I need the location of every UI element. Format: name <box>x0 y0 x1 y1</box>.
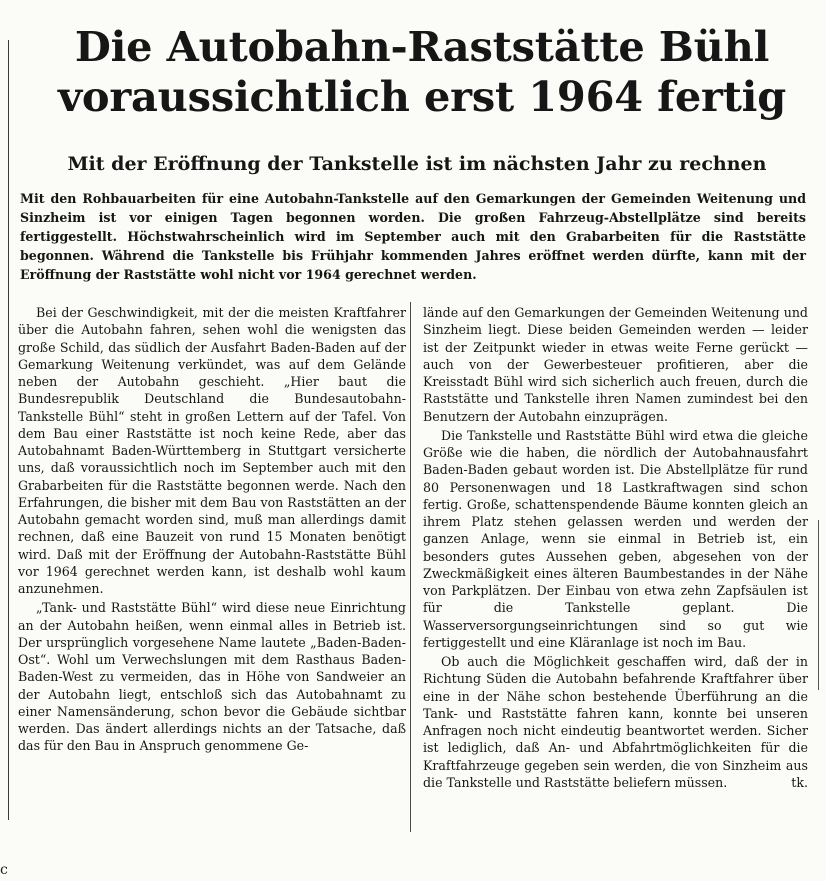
left-column <box>18 304 406 755</box>
column-rule <box>410 302 411 832</box>
body-paragraph: lände auf den Gemarkungen der Gemeinden Weitenung und Sinzheim liegt. Diese beiden Gemeinden werden — leider ist der Zeitpunkt wieder in etwas weite Ferne gerückt — auch von der Gewerbesteuer profitieren, aber die Kreisstadt Bühl wird sich sicherlich auch freuen, durch die Raststätte und Tankstelle ihren Namen zumindest bei den Benutzern der Autobahn einzuprägen. <box>423 305 808 424</box>
corner-mark: c <box>0 862 8 878</box>
lead-paragraph: Mit den Rohbauarbeiten für eine Autobahn-Tankstelle auf den Gemarkungen der Gemeinden Weitenung und Sinzheim ist vor einigen Tagen begonnen worden. Die großen Fahrzeug-Abstellplätze sind bereits fertiggestellt. Höchstwahrscheinlich wird im September auch mit den Grabarbeiten für die Raststätte begonnen. Während die Tankstelle bis Frühjahr kommenden Jahres eröffnet werden dürfte, kann mit der Eröffnung der Raststätte wohl nicht vor 1964 gerechnet werden. <box>20 191 806 282</box>
right-column <box>423 304 808 791</box>
subheadline: Mit der Eröffnung der Tankstelle ist im nächsten Jahr zu rechnen <box>67 153 767 175</box>
author-initials: tk. <box>791 774 808 790</box>
body-paragraph <box>423 653 808 791</box>
body-paragraph: Bei der Geschwindigkeit, mit der die meisten Kraftfahrer über die Autobahn fahren, sehen wohl die wenigsten das große Schild, das südlich der Ausfahrt Baden-Baden auf der Gemarkung Weitenung verkündet, was auf dem Gelände neben der Autobahn geschieht. „Hier baut die Bundesrepublik Deutschland die Bundesautobahn-Tankstelle Bühl“ steht in großen Lettern auf der Tafel. Von dem Bau einer Raststätte ist noch keine Rede, aber das Autobahnamt Baden-Württemberg in Stuttgart versicherte uns, daß voraussichtlich noch im September auch mit den Grabarbeiten für die Raststätte begonnen werde. Nach den Erfahrungen, die bisher mit dem Bau von Raststätten an der Autobahn gemacht worden sind, muß man allerdings damit rechnen, daß eine Bauzeit von rund 15 Monaten benötigt wird. Daß mit der Eröffnung der Autobahn-Raststätte Bühl vor 1964 gerechnet werden kann, ist deshalb wohl kaum anzunehmen. <box>18 305 406 596</box>
body-paragraph: Die Tankstelle und Raststätte Bühl wird etwa die gleiche Größe wie die haben, die nördlich der Autobahnausfahrt Baden-Baden gebaut worden ist. Die Abstellplätze für rund 80 Personenwagen und 18 Lastkraftwagen sind schon fertig. Große, schattenspendende Bäume konnten gleich an ihrem Platz stehen gelassen werden und werden der ganzen Anlage, wenn sie einmal in Betrieb ist, ein besonders gutes Aussehen geben, abgesehen von der Zweckmäßigkeit eines älteren Baumbestandes in der Nähe von Parkplätzen. Der Einbau von etwa zehn Zapfsäulen ist für die Tankstelle geplant. Die Wasserversorgungseinrichtungen sind so gut wie fertiggestellt und eine Kläranlage ist noch im Bau. <box>423 427 808 650</box>
body-paragraph-text: Ob auch die Möglichkeit geschaffen wird, daß der in Richtung Süden die Autobahn befahrende Kraftfahrer über eine in der Nähe schon bestehende Überführung an die Tank- und Raststätte fahren kann, konnte bei unseren Anfragen noch nicht eindeutig beantwortet werden. Sicher ist lediglich, daß An- und Abfahrtmöglichkeiten für die Kraftfahrzeuge gegeben sein werden, die von Sinzheim aus die Tankstelle und Raststätte beliefern müssen. <box>423 654 808 790</box>
body-paragraph: „Tank- und Raststätte Bühl“ wird diese neue Einrichtung an der Autobahn heißen, wenn einmal alles in Betrieb ist. Der ursprünglich vorgesehene Name lautete „Baden-Baden-Ost“. Wohl um Verwechslungen mit dem Rasthaus Baden-Baden-West zu vermeiden, das in Höhe von Sandweier an der Autobahn liegt, entschloß sich das Autobahnamt zu einer Namensänderung, schon bevor die Gebäude sichtbar werden. Das ändert allerdings nichts an der Tatsache, daß das für den Bau in Anspruch genommene Ge- <box>18 600 406 754</box>
margin-rule <box>8 40 9 820</box>
margin-rule-right <box>818 520 819 690</box>
headline: Die Autobahn-Raststätte Bühl voraussichtlich erst 1964 fertig <box>57 22 787 121</box>
